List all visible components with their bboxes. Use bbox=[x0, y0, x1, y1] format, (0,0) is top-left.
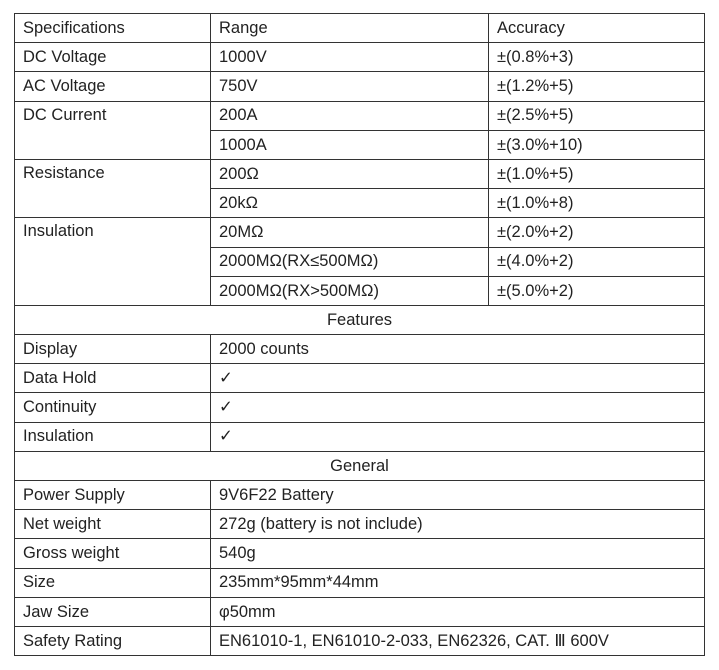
general-value: 235mm*95mm*44mm bbox=[211, 568, 705, 597]
spec-range: 20kΩ bbox=[211, 189, 489, 218]
spec-range: 200Ω bbox=[211, 159, 489, 188]
feature-label: Display bbox=[15, 335, 211, 364]
check-icon: ✓ bbox=[211, 422, 705, 451]
spec-label: DC Current bbox=[15, 101, 211, 159]
general-row bbox=[15, 510, 705, 539]
feature-label: Continuity bbox=[15, 393, 211, 422]
spec-table bbox=[14, 13, 705, 656]
spec-range: 1000V bbox=[211, 43, 489, 72]
check-icon: ✓ bbox=[211, 393, 705, 422]
check-icon: ✓ bbox=[211, 364, 705, 393]
general-row bbox=[15, 481, 705, 510]
feature-row bbox=[15, 393, 705, 422]
spec-accuracy: ±(1.2%+5) bbox=[489, 72, 705, 101]
spec-row-resistance bbox=[15, 159, 705, 188]
spec-label: Insulation bbox=[15, 218, 211, 306]
general-label: Size bbox=[15, 568, 211, 597]
general-value: 272g (battery is not include) bbox=[211, 510, 705, 539]
spec-accuracy: ±(0.8%+3) bbox=[489, 43, 705, 72]
spec-accuracy: ±(2.0%+2) bbox=[489, 218, 705, 247]
spec-range: 20MΩ bbox=[211, 218, 489, 247]
spec-range: 1000A bbox=[211, 130, 489, 159]
spec-row-dc-voltage bbox=[15, 43, 705, 72]
general-value: 9V6F22 Battery bbox=[211, 481, 705, 510]
general-row bbox=[15, 597, 705, 626]
general-section-row bbox=[15, 451, 705, 480]
header-spec: Specifications bbox=[15, 14, 211, 43]
general-label: Net weight bbox=[15, 510, 211, 539]
header-accuracy: Accuracy bbox=[489, 14, 705, 43]
features-section-row bbox=[15, 305, 705, 334]
spec-accuracy: ±(1.0%+8) bbox=[489, 189, 705, 218]
spec-accuracy: ±(5.0%+2) bbox=[489, 276, 705, 305]
spec-range: 200A bbox=[211, 101, 489, 130]
general-label: Jaw Size bbox=[15, 597, 211, 626]
feature-label: Data Hold bbox=[15, 364, 211, 393]
general-value: φ50mm bbox=[211, 597, 705, 626]
header-row bbox=[15, 14, 705, 43]
general-row bbox=[15, 539, 705, 568]
spec-row-ac-voltage bbox=[15, 72, 705, 101]
spec-range: 2000MΩ(RX≤500MΩ) bbox=[211, 247, 489, 276]
feature-row bbox=[15, 422, 705, 451]
spec-range: 750V bbox=[211, 72, 489, 101]
feature-row bbox=[15, 364, 705, 393]
spec-label: AC Voltage bbox=[15, 72, 211, 101]
feature-value: 2000 counts bbox=[211, 335, 705, 364]
general-row bbox=[15, 626, 705, 655]
spec-label: DC Voltage bbox=[15, 43, 211, 72]
general-label: Safety Rating bbox=[15, 626, 211, 655]
general-row bbox=[15, 568, 705, 597]
general-value: EN61010-1, EN61010-2-033, EN62326, CAT. Ⅲ 600V bbox=[211, 626, 705, 655]
feature-row bbox=[15, 335, 705, 364]
spec-label: Resistance bbox=[15, 159, 211, 217]
spec-row-insulation bbox=[15, 218, 705, 247]
general-label: Gross weight bbox=[15, 539, 211, 568]
spec-accuracy: ±(1.0%+5) bbox=[489, 159, 705, 188]
general-section-title: General bbox=[15, 451, 705, 480]
spec-row-dc-current bbox=[15, 101, 705, 130]
feature-label: Insulation bbox=[15, 422, 211, 451]
features-section-title: Features bbox=[15, 305, 705, 334]
general-label: Power Supply bbox=[15, 481, 211, 510]
spec-accuracy: ±(2.5%+5) bbox=[489, 101, 705, 130]
spec-accuracy: ±(4.0%+2) bbox=[489, 247, 705, 276]
spec-accuracy: ±(3.0%+10) bbox=[489, 130, 705, 159]
general-value: 540g bbox=[211, 539, 705, 568]
header-range: Range bbox=[211, 14, 489, 43]
spec-range: 2000MΩ(RX>500MΩ) bbox=[211, 276, 489, 305]
